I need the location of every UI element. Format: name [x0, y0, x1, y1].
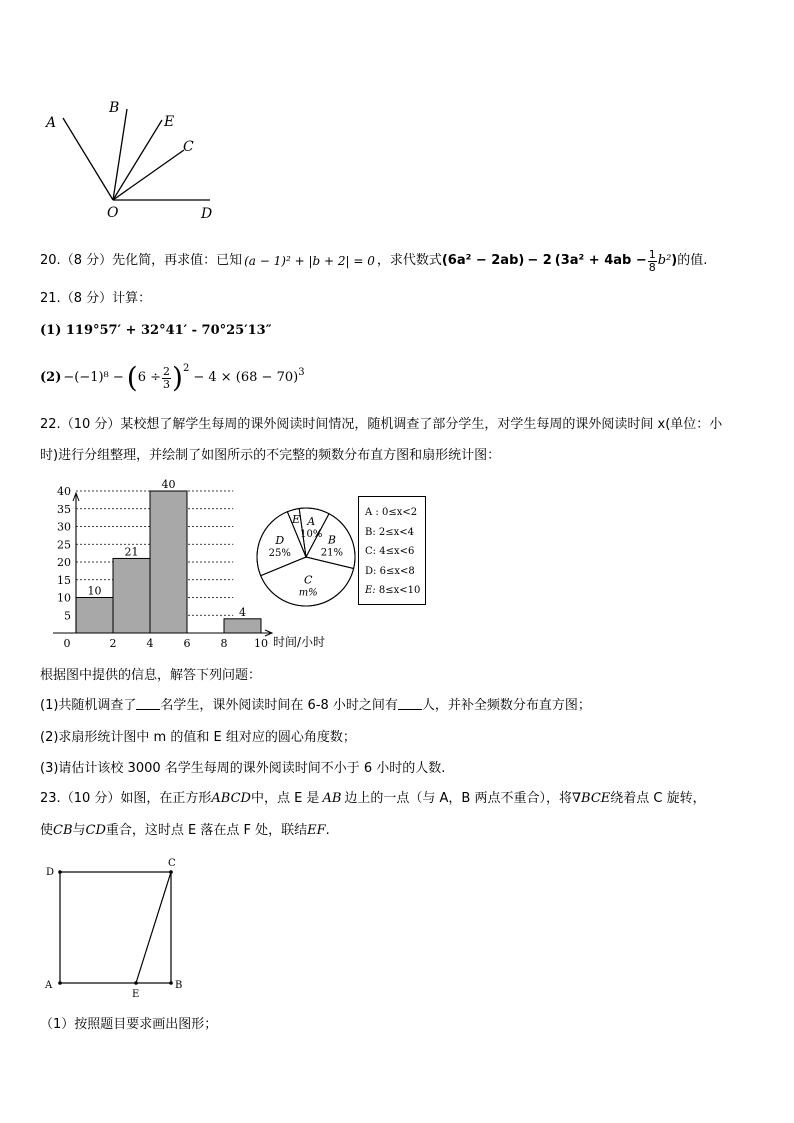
q23-tri: ∇BCE [571, 791, 611, 806]
q23-ef: EF [307, 823, 326, 838]
pie-chart [254, 498, 358, 612]
q22-sub2: (2)求扇形统计图中 m 的值和 E 组对应的圆心角度数； [40, 730, 356, 745]
q23-line1-c: 边上的一点（与 A，B 两点不重合），将 [344, 791, 572, 806]
x-tick-2: 2 [109, 637, 117, 650]
bar-2-4 [113, 558, 150, 633]
label-e: E [164, 114, 175, 130]
legend-key-E: E: [365, 585, 379, 596]
q21-item2-a: −(−1)⁸ − [63, 370, 124, 385]
q23-line2-c: 重合，这时点 E 落在点 F 处，联结 [105, 823, 308, 838]
bar-4-6 [150, 491, 187, 633]
q22-number: 22. [40, 417, 61, 432]
q22-score: （10 分） [60, 417, 121, 432]
legend-row-A [365, 503, 425, 523]
x-tick-0: 0 [63, 637, 71, 650]
x-axis-label: 时间/小时 [273, 635, 326, 649]
q23-line1-d: 绕着点 C 旋转， [610, 791, 706, 806]
q22-sub1-b: 名学生，课外阅读时间在 6-8 小时之间有 [160, 698, 398, 713]
q20-expr-part1: (6a² − 2ab) [441, 253, 525, 268]
pie-percent-A: 10% [300, 529, 323, 541]
q21-score: （8 分） [60, 291, 113, 306]
q22-sub3: (3)请估计该校 3000 名学生每周的课外阅读时间不小于 6 小时的人数. [40, 761, 446, 776]
q22-sub1-c: 人，并补全频数分布直方图； [421, 698, 591, 713]
ray-ob [113, 109, 127, 200]
pie-label-B: B [327, 533, 336, 547]
label-square-a: A [45, 980, 53, 991]
y-tick-15: 15 [57, 573, 71, 587]
ray-oa [63, 118, 113, 200]
pie-label-A: A [307, 515, 316, 529]
q21-item2-prefix: (2) [40, 370, 62, 385]
legend-range-C: 4≤x<6 [379, 546, 415, 557]
pie-percent-B: 21% [320, 547, 344, 559]
label-b: B [109, 100, 120, 116]
q23-abcd: ABCD [211, 791, 251, 806]
label-a: A [46, 115, 57, 131]
legend-row-D [365, 562, 425, 582]
q23-line2-a: 使 [40, 823, 54, 838]
q23-cd: CD [85, 823, 106, 838]
q20-expr-minus2: − 2 [527, 253, 552, 268]
legend-range-D: 6≤x<8 [379, 565, 415, 577]
pie-percent-D: 25% [268, 548, 291, 560]
q21-frac-num: 2 [163, 364, 171, 378]
pie-percent-C: m% [298, 587, 318, 599]
angle-figure [40, 90, 230, 225]
legend-key-D: D: [365, 565, 380, 577]
q22-line1: 某校想了解学生每周的课外阅读时间情况，随机调查了部分学生，对学生每周的课外阅读时间 x(单位：小 [120, 417, 723, 432]
q21-item-1: (1) 119°57′ + 32°41′ - 70°25′13″ [40, 323, 272, 338]
ray-oe [113, 120, 162, 200]
q21-item2-c: − 4 × (68 − 70) [193, 370, 299, 385]
q23-score: （10 分） [60, 791, 121, 806]
q20-expr-b2: b² [657, 253, 672, 268]
q20-intro: 先化简，再求值：已知 [112, 253, 243, 268]
pie-label-E: E [291, 513, 300, 527]
x-tick-10: 10 [254, 637, 268, 650]
q21-title: 计算： [112, 291, 152, 306]
q20-frac-num: 1 [648, 247, 656, 261]
q23-line2-d: . [325, 823, 330, 838]
y-tick-5: 5 [64, 609, 71, 623]
data-label-8-10: 4 [239, 605, 246, 619]
legend-rows [365, 503, 425, 601]
q20-score: （8 分） [60, 253, 113, 268]
data-label-2-4: 21 [124, 545, 139, 559]
y-tick-40: 40 [57, 485, 71, 498]
point-c [169, 870, 173, 874]
label-square-e: E [132, 989, 140, 1000]
q23-line1-b: 中，点 E 是 [250, 791, 320, 806]
q22-info: 根据图中提供的信息，解答下列问题： [40, 668, 262, 683]
q22-sub-1 [40, 697, 591, 715]
x-tick-4: 4 [146, 637, 154, 650]
q21-item-2 [40, 358, 305, 398]
q20-frac-den: 8 [648, 260, 656, 274]
q20-condition: (a − 1)² + |b + 2| = 0 [244, 254, 375, 268]
label-o: O [107, 205, 119, 221]
y-tick-25: 25 [57, 538, 71, 552]
q21-item2-b: 6 ÷ [137, 370, 162, 385]
question-23-line-1 [40, 790, 706, 808]
label-c: C [183, 139, 194, 155]
q21-item2-cube: 3 [298, 367, 305, 378]
point-a [58, 981, 62, 985]
legend-row-E [365, 581, 425, 601]
legend-range-B: 2≤x<4 [378, 526, 415, 538]
q21-item2-square: 2 [182, 363, 190, 374]
pie-label-D: D [275, 534, 285, 548]
q22-blank-1[interactable] [136, 697, 160, 710]
q20-fraction [648, 249, 657, 274]
square-abcd [60, 872, 171, 983]
square-figure [40, 855, 200, 1000]
y-tick-20: 20 [57, 556, 71, 569]
label-square-d: D [46, 867, 55, 878]
legend-range-E: 8≤x<10 [378, 585, 421, 596]
frequency-histogram [45, 478, 326, 652]
data-label-4-6: 40 [161, 478, 176, 491]
x-tick-6: 6 [183, 637, 191, 650]
q22-sub1-a: (1)共随机调查了 [40, 698, 137, 713]
question-22-line-1 [40, 416, 722, 434]
question-20 [40, 246, 707, 276]
data-label-0-2: 10 [87, 584, 102, 598]
q20-end: 的值. [677, 253, 708, 268]
point-e [134, 981, 138, 985]
legend-range-A: 0≤x<2 [381, 507, 418, 518]
q23-line1-a: 如图，在正方形 [120, 791, 212, 806]
q20-mid: ，求代数式 [376, 253, 442, 268]
ray-oc [113, 150, 184, 200]
q22-line2: 时)进行分组整理，并绘制了如图所示的不完整的频数分布直方图和扇形统计图： [40, 448, 501, 463]
legend-key-B: B: [365, 526, 379, 538]
q20-number: 20. [40, 253, 61, 268]
question-21 [40, 290, 151, 308]
y-tick-10: 10 [57, 591, 71, 605]
bar-8-10 [224, 619, 261, 633]
q23-line2-b: 与 [72, 823, 86, 838]
y-tick-35: 35 [57, 502, 71, 516]
pie-legend [358, 496, 426, 605]
pie-label-C: C [303, 573, 313, 587]
label-d: D [201, 206, 213, 222]
q20-expr-part2: (3a² + 4ab − [554, 253, 647, 268]
point-b [169, 981, 173, 985]
label-square-b: B [175, 980, 183, 991]
q21-open-paren: ( [126, 361, 138, 394]
q21-frac-den: 3 [163, 377, 171, 391]
legend-key-C: C: [365, 546, 380, 557]
label-square-c: C [168, 858, 176, 869]
legend-row-C [365, 542, 425, 562]
q20-expr-close: ) [671, 253, 678, 268]
bar-0-2 [76, 598, 113, 634]
q23-sub1: （1）按照题目要求画出图形； [40, 1017, 218, 1032]
x-tick-8: 8 [220, 637, 228, 650]
question-23-line-2 [40, 822, 330, 840]
segment-ce [136, 872, 171, 983]
legend-key-A: A : [365, 507, 382, 518]
legend-row-B [365, 523, 425, 543]
point-d [58, 870, 62, 874]
q23-ab: AB [322, 791, 342, 806]
q21-number: 21. [40, 291, 61, 306]
q23-cb: CB [53, 823, 73, 838]
q21-fraction [162, 366, 171, 391]
y-tick-30: 30 [57, 520, 71, 534]
q22-blank-2[interactable] [398, 697, 422, 710]
q21-close-paren: ) [172, 361, 183, 394]
q23-number: 23. [40, 791, 61, 806]
